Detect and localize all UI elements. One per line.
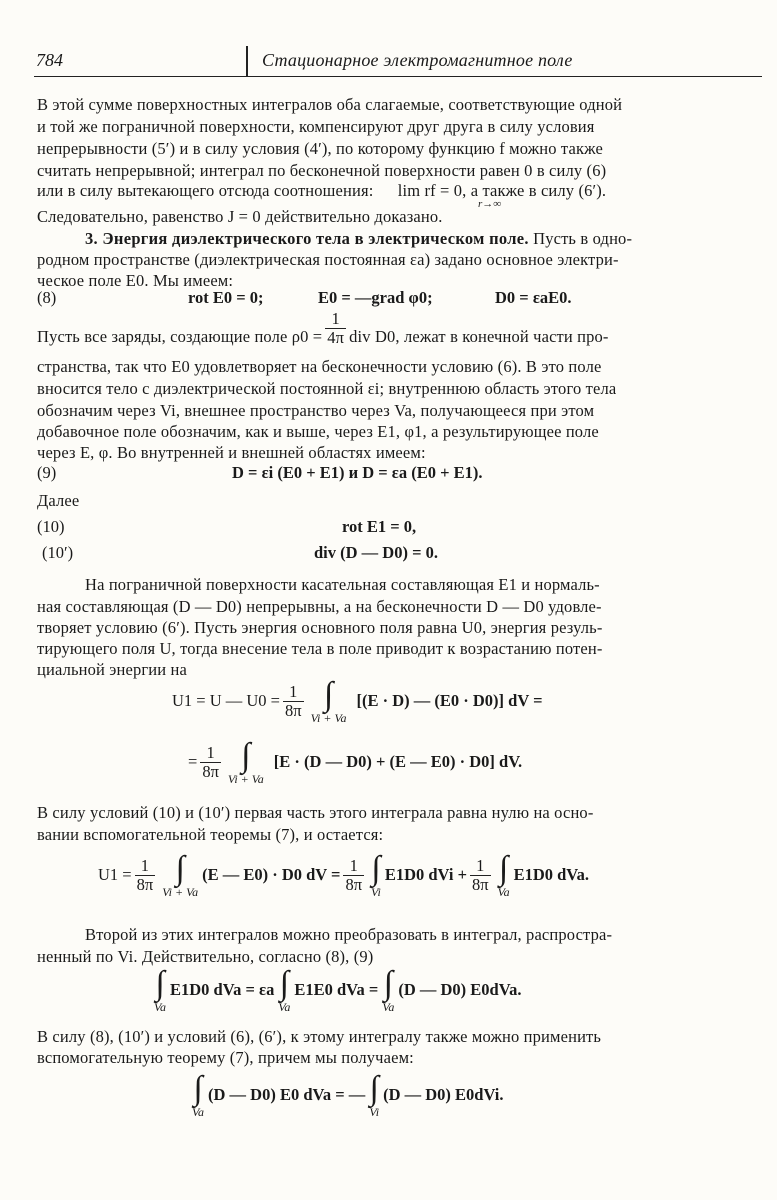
integrand: (D — D0) E0 dVa = —	[208, 1085, 366, 1104]
integral-limit: Va	[154, 1000, 166, 1014]
text-line: В силу условий (10) и (10′) первая часть этого интеграла равна нулю на осно-	[37, 803, 594, 822]
fraction-numerator: 1	[200, 744, 221, 763]
fraction-numerator: 1	[343, 857, 364, 876]
text-fragment: Пусть все заряды, создающие поле ρ0 =	[37, 327, 323, 346]
text-line: ная составляющая (D — D0) непрерывны, а на бесконечности D — D0 удовле-	[37, 597, 602, 616]
integral-limit: Vi + Va	[227, 772, 264, 786]
text-line: считать непрерывной; интеграл по бесконечной поверхности равен 0 в силу (6)	[37, 161, 607, 180]
integral-sign: ∫ Vi + Va	[310, 676, 347, 725]
text-fragment: Пусть в одно-	[528, 229, 633, 248]
equation-lhs: U1 = U — U0 =	[172, 691, 280, 710]
integral-sign: ∫ Vi	[369, 1070, 380, 1119]
integral-limit: Vi + Va	[162, 885, 199, 899]
fraction-numerator: 1	[135, 857, 156, 876]
equation-number: (8)	[37, 288, 57, 307]
fraction-numerator: 1	[325, 310, 346, 329]
equation-8b: E0 = —grad φ0;	[318, 288, 433, 307]
text-line: странства, так что E0 удовлетворяет на бесконечности условию (6). В это поле	[37, 357, 602, 376]
integral-limit: Va	[497, 885, 510, 899]
equation-10: rot E1 = 0,	[342, 517, 417, 536]
text-line: вспомогательную теорему (7), причем мы получаем:	[37, 1048, 414, 1067]
text-line: В силу (8), (10′) и условий (6), (6′), к этому интегралу также можно применить	[37, 1027, 602, 1046]
fraction-denominator: 8π	[284, 700, 302, 720]
integral-sign: ∫ Va	[192, 1070, 204, 1119]
integral-limit: Va	[278, 1000, 291, 1014]
text-line: тирующего поля U, тогда внесение тела в поле приводит к возрастанию потен-	[37, 639, 603, 658]
fraction	[135, 857, 156, 894]
text-line: В этой сумме поверхностных интегралов оба слагаемые, соответствующие одной	[37, 95, 623, 114]
fraction-denominator: 8π	[202, 761, 219, 781]
text-line	[37, 180, 762, 202]
integrand: E1D0 dVi +	[384, 865, 467, 884]
integral-sign: ∫ Va	[154, 965, 166, 1014]
text-line: вносится тело с диэлектрической постоянной εi; внутреннюю область этого тела	[37, 379, 617, 398]
equation-number: (10′)	[42, 543, 74, 562]
text-line: через E, φ. Во внутренней и внешней областях имеем:	[37, 443, 426, 462]
text-line: творяет условию (6′). Пусть энергия основного поля равна U0, энергия резуль-	[37, 618, 603, 637]
integral-limit: Vi	[369, 1105, 380, 1119]
integral-sign: ∫ Vi + Va	[162, 850, 199, 899]
text-line: вании вспомогательной теоремы (7), и остается:	[37, 825, 384, 844]
fraction-denominator: 8π	[345, 874, 363, 894]
text-line: и той же пограничной поверхности, компенсируют друг друга в силу условия	[37, 117, 595, 136]
fraction-denominator: 8π	[471, 874, 489, 894]
integrand: [(E · D) — (E0 · D0)] dV =	[356, 691, 543, 710]
text-line: циальной энергии на	[37, 660, 187, 679]
text-line: непрерывности (5′) и в силу условия (4′), по которому функцию f можно также	[37, 139, 603, 158]
integrand: [E · (D — D0) + (E — E0) · D0] dV.	[273, 752, 523, 771]
equation-lhs: =	[188, 752, 198, 771]
fraction-numerator: 1	[283, 683, 304, 702]
energy-equation-line-2	[188, 734, 522, 790]
integrand: (D — D0) E0dVi.	[383, 1085, 504, 1104]
text-line	[37, 308, 762, 348]
integral-limit: Vi	[371, 885, 381, 899]
integral-sign: ∫ Vi + Va	[227, 737, 264, 786]
integral-limit: Vi + Va	[310, 711, 347, 725]
section-heading-line	[37, 228, 762, 250]
energy-equation-line-1	[172, 674, 542, 728]
page-number: 784	[36, 50, 63, 70]
integral-sign: ∫ Va	[278, 965, 291, 1014]
integral-limit: Va	[382, 1000, 395, 1014]
running-header	[34, 46, 762, 77]
fraction	[325, 310, 346, 347]
equation-number: (9)	[37, 463, 57, 482]
equation-number: (10)	[37, 517, 65, 536]
integrand: E1D0 dVa = εa	[170, 980, 275, 999]
energy-equation-reduced	[98, 846, 589, 904]
equation-9: D = εi (E0 + E1) и D = εa (E0 + E1).	[232, 463, 483, 482]
section-heading: 3. Энергия диэлектрического тела в электрическом поле.	[85, 229, 529, 248]
text-line: родном пространстве (диэлектрическая постоянная εa) задано основное электри-	[37, 250, 619, 269]
integrand: E1E0 dVa =	[294, 980, 379, 999]
integral-sign: ∫ Va	[497, 850, 510, 899]
equation-10-prime: div (D — D0) = 0.	[314, 543, 438, 562]
text-line: Второй из этих интегралов можно преобразовать в интеграл, распростра-	[85, 925, 613, 944]
integrand: E1D0 dVa.	[513, 865, 590, 884]
integral-sign: ∫ Va	[382, 965, 395, 1014]
integral-limit: Va	[192, 1105, 204, 1119]
text-line: ческое поле E0. Мы имеем:	[37, 271, 234, 290]
fraction	[200, 744, 221, 781]
running-title: Стационарное электромагнитное поле	[262, 50, 573, 70]
equation-8c: D0 = εaE0.	[495, 288, 572, 307]
header-divider	[246, 46, 248, 76]
fraction	[470, 857, 491, 894]
text-line: ненный по Vi. Действительно, согласно (8), (9)	[37, 947, 374, 966]
limit-subscript: r→∞	[478, 198, 502, 210]
equation-lhs: U1 =	[98, 865, 132, 884]
text-line: На пограничной поверхности касательная составляющая E1 и нормаль-	[85, 575, 600, 594]
integrand: (E — E0) · D0 dV =	[202, 865, 341, 884]
fraction-denominator: 8π	[136, 874, 154, 894]
fraction-numerator: 1	[470, 857, 491, 876]
text-line: Далее	[37, 491, 80, 510]
text-line: обозначим через Vi, внешнее пространство через Va, получающееся при этом	[37, 401, 595, 420]
integral-sign: ∫ Vi	[371, 850, 381, 899]
limit-expression: lim rf = 0, а также в силу (6′).	[397, 181, 607, 200]
final-equation	[188, 1066, 503, 1124]
fraction-denominator: 4π	[327, 327, 345, 347]
equation-8a: rot E0 = 0;	[188, 288, 264, 307]
text-fragment: div D0, лежат в конечной части про-	[349, 327, 609, 346]
integrand: (D — D0) E0dVa.	[398, 980, 522, 999]
text-fragment: или в силу вытекающего отсюда соотношения:	[37, 181, 374, 200]
integral-transformation	[150, 962, 521, 1018]
fraction	[343, 857, 364, 894]
text-line: Следовательно, равенство J = 0 действительно доказано.	[37, 207, 443, 226]
text-line: добавочное поле обозначим, как и выше, через E1, φ1, а результирующее поле	[37, 422, 599, 441]
fraction	[283, 683, 304, 720]
